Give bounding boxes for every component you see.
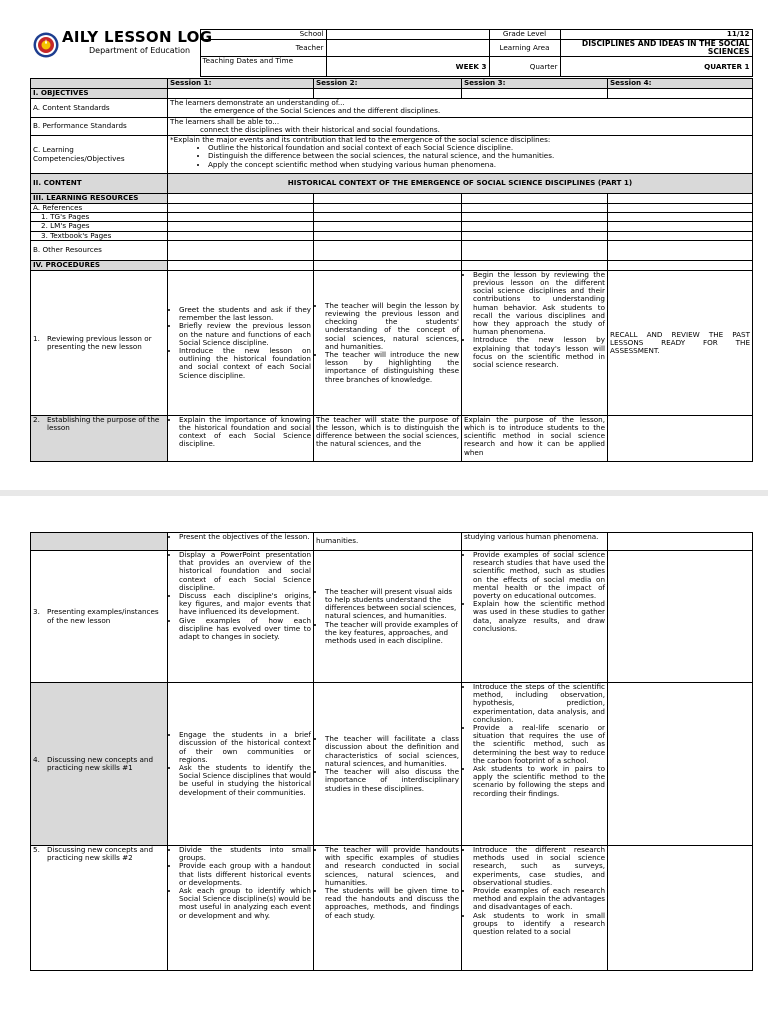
procedure-1-session-2: • The teacher will begin the lesson by reviewing the previous lesson and checking the students' understanding of the concept of social sciences, natural sciences, and humanities. • The teacher will introduce the new lesson by highlighting the importance of distinguishing these three branches of knowledge. bbox=[314, 270, 462, 415]
procedures-heading: IV. PROCEDURES bbox=[31, 260, 168, 270]
objectives-heading: I. OBJECTIVES bbox=[31, 89, 168, 99]
performance-standards-value: The learners shall be able to... connect the disciplines with their historical and social foundations. bbox=[168, 118, 753, 136]
department-name: Department of Education bbox=[89, 46, 191, 55]
tg-pages-label: 1. TG's Pages bbox=[31, 213, 168, 222]
school-value bbox=[326, 30, 489, 40]
procedure-2-label: 2. Establishing the purpose of the lesson bbox=[31, 415, 168, 461]
competency-item: • Apply the concept scientific method when studying various human phenomena. bbox=[208, 161, 750, 169]
week-value: WEEK 3 bbox=[326, 57, 489, 77]
competency-item: • Outline the historical foundation and social context of each Social Science discipline. bbox=[208, 144, 750, 152]
performance-standards-label: B. Performance Standards bbox=[31, 118, 168, 136]
procedure-4-label: 4. Discussing new concepts and practicing new skills #1 bbox=[31, 683, 168, 846]
competencies-value: *Explain the major events and its contribution that led to the emergence of the social science disciplines: • Outline the historical foundation and social context of each Social Science discipline. • Distinguish the difference between the social sciences, the natural science, and the humanities. • Apply the concept scientific method when studying various human phenomena. bbox=[168, 136, 753, 174]
content-value: HISTORICAL CONTEXT OF THE EMERGENCE OF SOCIAL SCIENCE DISCIPLINES (PART 1) bbox=[168, 174, 753, 194]
quarter-label: Quarter bbox=[489, 57, 560, 77]
grade-value: 11/12 bbox=[560, 30, 752, 40]
page-1 bbox=[0, 0, 768, 490]
procedure-5-session-1: • Divide the students into small groups. • Provide each group with a handout that lists different historical events or developments. • Ask each group to identify which Social Science discipline(s) would be most useful in analyzing each event or development and why. bbox=[168, 846, 314, 971]
teacher-value bbox=[326, 40, 489, 57]
session-1-header: Session 1: bbox=[168, 79, 314, 89]
procedure-5-label: 5. Discussing new concepts and practicing new skills #2 bbox=[31, 846, 168, 971]
procedure-1-label: 1. Reviewing previous lesson or presenting the new lesson bbox=[31, 270, 168, 415]
school-label: School bbox=[200, 30, 326, 40]
competencies-label: C. Learning Competencies/Objectives bbox=[31, 136, 168, 174]
resources-heading: III. LEARNING RESOURCES bbox=[31, 194, 168, 204]
procedure-2-session-3: Explain the purpose of the lesson, which is to introduce students to the scientific method in social science research and how it can be applied when bbox=[462, 415, 608, 461]
procedure-5-session-2: • The teacher will provide handouts with specific examples of studies and research conducted in social sciences, natural sciences, and humanities. • The students will be given time to read the handouts and discuss the approaches, methods, and findings of each study. bbox=[314, 846, 462, 971]
area-value: DISCIPLINES AND IDEAS IN THE SOCIAL SCIENCES bbox=[560, 40, 752, 57]
area-label: Learning Area bbox=[489, 40, 560, 57]
procedure-3-session-1: • Display a PowerPoint presentation that provides an overview of the historical foundation and social context of each Social Science discipline. • Discuss each discipline's origins, key figures, and major events that have influenced its development. • Give examples of how each discipline has evolved over time to adapt to changes in society. bbox=[168, 551, 314, 683]
session-4-header: Session 4: bbox=[608, 79, 753, 89]
teacher-label: Teacher bbox=[200, 40, 326, 57]
session-3-header: Session 3: bbox=[462, 79, 608, 89]
procedure-2-session-2-cont: humanities. bbox=[314, 533, 462, 551]
header-table bbox=[30, 29, 753, 77]
references-label: A. References bbox=[31, 204, 168, 213]
procedure-2-session-1: • Explain the importance of knowing the historical foundation and social context of each Social Science discipline. bbox=[168, 415, 314, 461]
quarter-value: QUARTER 1 bbox=[560, 57, 752, 77]
procedure-5-session-3: • Introduce the different research methods used in social science research, such as surveys, experiments, case studies, and observational studies. • Provide examples of each research method and explain the advantages and disadvantages of each. • Ask students to work in small groups to identify a research question related to a social bbox=[462, 846, 608, 971]
lesson-table-page-1 bbox=[30, 78, 753, 462]
lesson-table-page-2 bbox=[30, 532, 753, 971]
content-standards-label: A. Content Standards bbox=[31, 99, 168, 118]
other-resources-label: B. Other Resources bbox=[31, 240, 168, 260]
dates-label: Teaching Dates and Time bbox=[200, 57, 326, 77]
procedure-2-session-1-cont: • Present the objectives of the lesson. bbox=[168, 533, 314, 551]
procedure-4-session-1: • Engage the students in a brief discussion of the historical context of their own communities or regions. • Ask the students to identify the Social Science disciplines that would be useful in studying the historical development of their communities. bbox=[168, 683, 314, 846]
procedure-4-session-3: • Introduce the steps of the scientific method, including observation, hypothesis, prediction, experimentation, data analysis, and conclusion. • Provide a real-life scenario or situation that requires the use of the scientific method, such as determining the best way to reduce the carbon footprint of a school. • Ask students to work in pairs to apply the scientific method to the scenario by following the steps and recording their findings. bbox=[462, 683, 608, 846]
content-heading: II. CONTENT bbox=[31, 174, 168, 194]
procedure-4-session-2: • The teacher will facilitate a class discussion about the definition and characteristics of social sciences, natural sciences, and humanities. • The teacher will also discuss the importance of interdisciplinary studies in these disciplines. bbox=[314, 683, 462, 846]
page-2 bbox=[0, 496, 768, 1024]
textbook-pages-label: 3. Textbook's Pages bbox=[31, 231, 168, 240]
procedure-2-session-2: The teacher will state the purpose of the lesson, which is to distinguish the difference between the social sciences, the natural sciences, and the bbox=[314, 415, 462, 461]
procedure-1-session-1: • Greet the students and ask if they remember the last lesson. • Briefly review the previous lesson on the nature and functions of each Social Science discipline. • Introduce the new lesson on outlining the historical foundation and social context of each Social Science discipline. bbox=[168, 270, 314, 415]
grade-label: Grade Level bbox=[489, 30, 560, 40]
procedure-3-session-2: • The teacher will present visual aids to help students understand the differences between social sciences, natural sciences, and humanities. • The teacher will provide examples of the key features, approaches, and methods used in each discipline. bbox=[314, 551, 462, 683]
form-title: AILY LESSON LOG bbox=[62, 28, 213, 46]
procedure-3-label: 3. Presenting examples/instances of the new lesson bbox=[31, 551, 168, 683]
procedure-1-session-4: RECALL AND REVIEW THE PAST LESSONS READY FOR THE ASSESSMENT. bbox=[608, 270, 753, 415]
content-standards-value: The learners demonstrate an understanding of... the emergence of the Social Sciences and the different disciplines. bbox=[168, 99, 753, 118]
competency-item: • Distinguish the difference between the social sciences, the natural science, and the humanities. bbox=[208, 152, 750, 160]
procedure-1-session-3: • Begin the lesson by reviewing the previous lesson on the different social science disciplines and their contributions to understanding human behavior. Ask students to recall the various disciplines and how they approach the study of human phenomena. • Introduce the new lesson by explaining that today's lesson will focus on the scientific method in social science research. bbox=[462, 270, 608, 415]
procedure-3-session-3: • Provide examples of social science research studies that have used the scientific method, such as studies on the effects of social media on mental health or the impact of poverty on educational outcomes. • Explain how the scientific method was used in these studies to gather data, analyze results, and draw conclusions. bbox=[462, 551, 608, 683]
lm-pages-label: 2. LM's Pages bbox=[31, 222, 168, 231]
procedure-2-session-3-cont: studying various human phenomena. bbox=[462, 533, 608, 551]
session-2-header: Session 2: bbox=[314, 79, 462, 89]
